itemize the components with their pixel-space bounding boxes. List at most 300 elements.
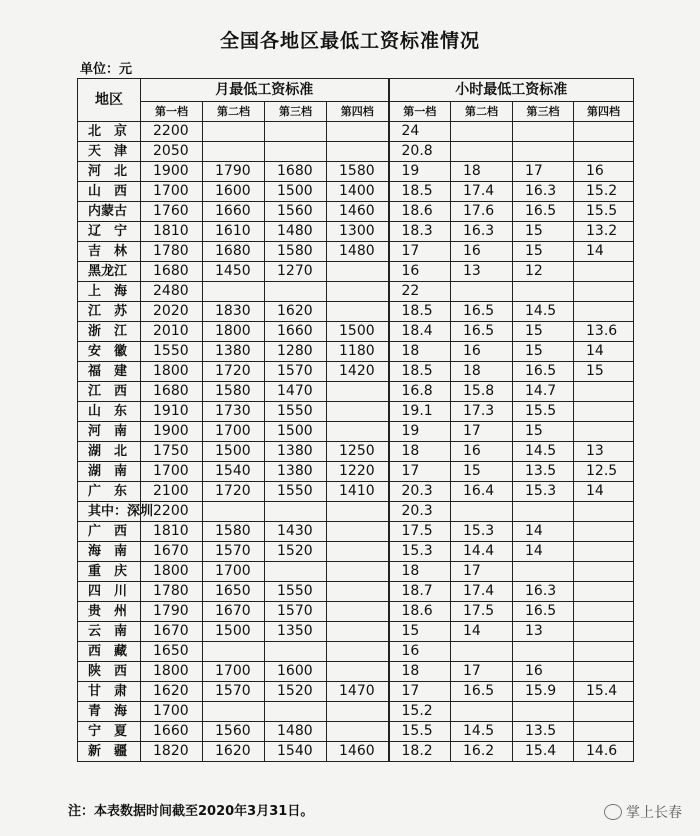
monthly-tier-1-cell: 1620 — [141, 682, 203, 702]
monthly-tier-2-cell: 1660 — [203, 202, 265, 222]
monthly-tier-3-cell: 1380 — [265, 442, 327, 462]
hourly-tier-1-cell: 18.3 — [389, 222, 451, 242]
hourly-tier-2-cell: 14.5 — [451, 722, 513, 742]
region-cell: 甘 肃 — [78, 682, 141, 702]
monthly-tier-4-cell — [327, 402, 389, 422]
hourly-tier-3-cell: 16.5 — [513, 602, 574, 622]
monthly-tier-1-cell: 1790 — [141, 602, 203, 622]
hourly-tier-4-cell — [574, 562, 634, 582]
hourly-tier-1-cell: 15 — [389, 622, 451, 642]
hourly-tier-3-cell — [513, 562, 574, 582]
table-row — [78, 122, 634, 142]
region-cell: 广 东 — [78, 482, 141, 502]
hourly-tier-2-cell: 16.5 — [451, 322, 513, 342]
hourly-tier-2-cell: 17.4 — [451, 582, 513, 602]
monthly-tier-4-cell: 1400 — [327, 182, 389, 202]
monthly-tier-2-cell: 1570 — [203, 542, 265, 562]
hourly-tier-2-cell — [451, 502, 513, 522]
hourly-tier-3-cell: 14.5 — [513, 302, 574, 322]
monthly-tier-2-cell: 1580 — [203, 522, 265, 542]
region-cell: 北 京 — [78, 122, 141, 142]
hourly-group-header: 小时最低工资标准 — [389, 79, 634, 102]
region-cell: 贵 州 — [78, 602, 141, 622]
hourly-tier-2-cell: 17 — [451, 562, 513, 582]
hourly-tier-2-cell: 17.5 — [451, 602, 513, 622]
hourly-tier-3-cell: 14 — [513, 542, 574, 562]
monthly-tier-1-cell: 1800 — [141, 362, 203, 382]
hourly-tier-2-cell — [451, 642, 513, 662]
monthly-tier-1-header: 第一档 — [141, 102, 203, 122]
monthly-tier-2-cell: 1560 — [203, 722, 265, 742]
hourly-tier-4-header: 第四档 — [574, 102, 634, 122]
hourly-tier-3-cell: 15.9 — [513, 682, 574, 702]
hourly-tier-4-cell: 16 — [574, 162, 634, 182]
monthly-tier-3-cell: 1500 — [265, 182, 327, 202]
hourly-tier-2-cell: 13 — [451, 262, 513, 282]
hourly-tier-3-cell — [513, 702, 574, 722]
hourly-tier-4-cell — [574, 142, 634, 162]
region-cell: 西 藏 — [78, 642, 141, 662]
hourly-tier-4-cell — [574, 542, 634, 562]
region-cell: 其中：深圳 — [78, 502, 141, 522]
hourly-tier-3-cell: 15 — [513, 222, 574, 242]
region-cell: 山 西 — [78, 182, 141, 202]
monthly-tier-2-cell: 1700 — [203, 422, 265, 442]
hourly-tier-4-cell: 13 — [574, 442, 634, 462]
monthly-tier-3-cell: 1550 — [265, 402, 327, 422]
region-cell: 青 海 — [78, 702, 141, 722]
monthly-tier-3-cell: 1570 — [265, 362, 327, 382]
monthly-tier-4-cell: 1500 — [327, 322, 389, 342]
region-cell: 新 疆 — [78, 742, 141, 762]
monthly-tier-4-cell — [327, 122, 389, 142]
monthly-tier-4-cell — [327, 622, 389, 642]
hourly-tier-1-cell: 18 — [389, 342, 451, 362]
hourly-tier-1-cell: 18 — [389, 442, 451, 462]
monthly-tier-4-cell: 1460 — [327, 202, 389, 222]
hourly-tier-3-cell — [513, 282, 574, 302]
table-row — [78, 362, 634, 382]
monthly-tier-4-cell: 1410 — [327, 482, 389, 502]
hourly-tier-1-cell: 18.6 — [389, 202, 451, 222]
monthly-tier-2-cell: 1380 — [203, 342, 265, 362]
monthly-tier-1-cell: 1820 — [141, 742, 203, 762]
monthly-tier-1-cell: 1780 — [141, 242, 203, 262]
table-row — [78, 642, 634, 662]
table-row — [78, 382, 634, 402]
hourly-tier-1-cell: 15.2 — [389, 702, 451, 722]
monthly-tier-1-cell: 1680 — [141, 262, 203, 282]
monthly-tier-2-cell: 1570 — [203, 682, 265, 702]
region-cell: 湖 北 — [78, 442, 141, 462]
hourly-tier-1-cell: 24 — [389, 122, 451, 142]
monthly-tier-2-cell: 1720 — [203, 482, 265, 502]
monthly-tier-3-cell: 1560 — [265, 202, 327, 222]
table-row — [78, 302, 634, 322]
monthly-tier-4-cell — [327, 422, 389, 442]
region-cell: 天 津 — [78, 142, 141, 162]
hourly-tier-4-cell: 15.5 — [574, 202, 634, 222]
monthly-tier-3-cell: 1520 — [265, 542, 327, 562]
monthly-tier-2-cell: 1700 — [203, 662, 265, 682]
monthly-tier-1-cell: 1910 — [141, 402, 203, 422]
hourly-tier-1-cell: 18.4 — [389, 322, 451, 342]
hourly-tier-4-cell — [574, 602, 634, 622]
hourly-tier-3-cell: 13.5 — [513, 722, 574, 742]
monthly-tier-4-cell — [327, 522, 389, 542]
hourly-tier-3-cell — [513, 502, 574, 522]
hourly-tier-1-cell: 20.3 — [389, 482, 451, 502]
region-cell: 吉 林 — [78, 242, 141, 262]
monthly-tier-2-cell: 1540 — [203, 462, 265, 482]
monthly-tier-1-cell: 1800 — [141, 562, 203, 582]
table-row — [78, 542, 634, 562]
hourly-tier-1-cell: 18.6 — [389, 602, 451, 622]
monthly-tier-2-cell: 1670 — [203, 602, 265, 622]
table-row — [78, 682, 634, 702]
hourly-tier-1-cell: 19.1 — [389, 402, 451, 422]
hourly-tier-2-cell: 15.3 — [451, 522, 513, 542]
hourly-tier-4-cell: 14 — [574, 482, 634, 502]
table-row — [78, 562, 634, 582]
monthly-tier-4-cell: 1580 — [327, 162, 389, 182]
hourly-tier-2-cell: 18 — [451, 162, 513, 182]
hourly-tier-1-cell: 22 — [389, 282, 451, 302]
hourly-tier-2-cell: 17.3 — [451, 402, 513, 422]
table-row — [78, 582, 634, 602]
monthly-tier-2-cell: 1500 — [203, 622, 265, 642]
monthly-tier-4-cell: 1480 — [327, 242, 389, 262]
region-cell: 安 徽 — [78, 342, 141, 362]
monthly-tier-2-cell — [203, 122, 265, 142]
monthly-tier-1-cell: 2020 — [141, 302, 203, 322]
table-row — [78, 722, 634, 742]
monthly-tier-3-cell — [265, 702, 327, 722]
hourly-tier-2-header: 第二档 — [451, 102, 513, 122]
hourly-tier-3-cell: 17 — [513, 162, 574, 182]
monthly-tier-3-cell: 1620 — [265, 302, 327, 322]
monthly-tier-2-cell: 1610 — [203, 222, 265, 242]
table-row — [78, 162, 634, 182]
hourly-tier-1-cell: 18 — [389, 562, 451, 582]
monthly-tier-1-cell: 2200 — [141, 122, 203, 142]
monthly-tier-2-cell — [203, 502, 265, 522]
monthly-tier-2-cell: 1600 — [203, 182, 265, 202]
hourly-tier-1-cell: 19 — [389, 422, 451, 442]
monthly-tier-3-cell: 1480 — [265, 222, 327, 242]
watermark-text: 掌上长春 — [626, 805, 682, 821]
monthly-tier-3-cell — [265, 142, 327, 162]
monthly-tier-4-cell — [327, 602, 389, 622]
region-cell: 重 庆 — [78, 562, 141, 582]
hourly-tier-4-cell: 14 — [574, 242, 634, 262]
region-cell: 山 东 — [78, 402, 141, 422]
hourly-tier-1-cell: 18 — [389, 662, 451, 682]
hourly-tier-4-cell — [574, 302, 634, 322]
hourly-tier-2-cell: 17.6 — [451, 202, 513, 222]
monthly-tier-3-cell: 1520 — [265, 682, 327, 702]
hourly-tier-4-cell — [574, 642, 634, 662]
wechat-logo-icon — [604, 804, 622, 820]
hourly-tier-3-cell: 15.3 — [513, 482, 574, 502]
monthly-tier-4-cell: 1180 — [327, 342, 389, 362]
hourly-tier-2-cell — [451, 122, 513, 142]
monthly-tier-4-cell — [327, 582, 389, 602]
monthly-tier-2-cell: 1800 — [203, 322, 265, 342]
table-row — [78, 462, 634, 482]
monthly-tier-3-cell: 1540 — [265, 742, 327, 762]
region-cell: 河 南 — [78, 422, 141, 442]
table-row — [78, 422, 634, 442]
monthly-group-header: 月最低工资标准 — [141, 79, 389, 102]
monthly-tier-3-cell: 1660 — [265, 322, 327, 342]
hourly-tier-2-cell: 17.4 — [451, 182, 513, 202]
monthly-tier-1-cell: 1750 — [141, 442, 203, 462]
unit-label: 单位：元 — [80, 62, 133, 77]
hourly-tier-4-cell — [574, 522, 634, 542]
region-cell: 浙 江 — [78, 322, 141, 342]
monthly-tier-4-cell — [327, 662, 389, 682]
hourly-tier-1-cell: 20.8 — [389, 142, 451, 162]
footnote: 注：本表数据时间截至2020年3月31日。 — [68, 804, 314, 819]
hourly-tier-4-cell — [574, 122, 634, 142]
hourly-tier-1-cell: 16 — [389, 262, 451, 282]
monthly-tier-1-cell: 1800 — [141, 662, 203, 682]
hourly-tier-4-cell — [574, 722, 634, 742]
table-row — [78, 342, 634, 362]
hourly-tier-2-cell: 15 — [451, 462, 513, 482]
monthly-tier-3-cell: 1600 — [265, 662, 327, 682]
hourly-tier-4-cell: 15 — [574, 362, 634, 382]
monthly-tier-3-cell: 1470 — [265, 382, 327, 402]
monthly-tier-2-cell: 1500 — [203, 442, 265, 462]
monthly-tier-1-cell: 1550 — [141, 342, 203, 362]
hourly-tier-1-cell: 18.2 — [389, 742, 451, 762]
hourly-tier-4-cell — [574, 382, 634, 402]
monthly-tier-3-cell: 1350 — [265, 622, 327, 642]
hourly-tier-3-cell: 16.3 — [513, 582, 574, 602]
table-row — [78, 742, 634, 762]
hourly-tier-2-cell: 18 — [451, 362, 513, 382]
table-row — [78, 702, 634, 722]
hourly-tier-3-cell: 15 — [513, 322, 574, 342]
monthly-tier-1-cell: 1700 — [141, 702, 203, 722]
monthly-tier-1-cell: 1900 — [141, 162, 203, 182]
monthly-tier-1-cell: 1780 — [141, 582, 203, 602]
hourly-tier-2-cell: 16 — [451, 442, 513, 462]
monthly-tier-1-cell: 1900 — [141, 422, 203, 442]
table-row — [78, 182, 634, 202]
monthly-tier-3-cell: 1550 — [265, 582, 327, 602]
hourly-tier-4-cell: 12.5 — [574, 462, 634, 482]
hourly-tier-4-cell — [574, 262, 634, 282]
hourly-tier-1-cell: 18.5 — [389, 182, 451, 202]
table-row — [78, 622, 634, 642]
hourly-tier-3-cell — [513, 642, 574, 662]
table-row — [78, 482, 634, 502]
region-cell: 福 建 — [78, 362, 141, 382]
monthly-tier-2-cell: 1700 — [203, 562, 265, 582]
region-cell: 江 苏 — [78, 302, 141, 322]
monthly-tier-3-cell — [265, 282, 327, 302]
hourly-tier-4-cell: 15.4 — [574, 682, 634, 702]
hourly-tier-1-cell: 17.5 — [389, 522, 451, 542]
monthly-tier-1-cell: 1760 — [141, 202, 203, 222]
hourly-tier-1-header: 第一档 — [389, 102, 451, 122]
region-cell: 上 海 — [78, 282, 141, 302]
hourly-tier-3-cell: 13.5 — [513, 462, 574, 482]
monthly-tier-3-cell: 1580 — [265, 242, 327, 262]
monthly-tier-3-header: 第三档 — [265, 102, 327, 122]
hourly-tier-4-cell: 14.6 — [574, 742, 634, 762]
monthly-tier-1-cell: 1670 — [141, 622, 203, 642]
table-row — [78, 322, 634, 342]
monthly-tier-2-cell — [203, 642, 265, 662]
monthly-tier-4-cell — [327, 562, 389, 582]
hourly-tier-2-cell: 16 — [451, 342, 513, 362]
hourly-tier-3-cell: 15.4 — [513, 742, 574, 762]
monthly-tier-4-cell — [327, 722, 389, 742]
monthly-tier-4-cell — [327, 142, 389, 162]
hourly-tier-1-cell: 18.5 — [389, 362, 451, 382]
hourly-tier-1-cell: 16.8 — [389, 382, 451, 402]
hourly-tier-3-header: 第三档 — [513, 102, 574, 122]
hourly-tier-4-cell — [574, 402, 634, 422]
hourly-tier-2-cell — [451, 702, 513, 722]
monthly-tier-3-cell: 1280 — [265, 342, 327, 362]
hourly-tier-4-cell — [574, 702, 634, 722]
monthly-tier-1-cell: 1700 — [141, 462, 203, 482]
hourly-tier-2-cell: 16.5 — [451, 682, 513, 702]
region-cell: 宁 夏 — [78, 722, 141, 742]
monthly-tier-2-cell: 1730 — [203, 402, 265, 422]
monthly-tier-4-cell: 1420 — [327, 362, 389, 382]
region-cell: 湖 南 — [78, 462, 141, 482]
monthly-tier-4-cell: 1250 — [327, 442, 389, 462]
hourly-tier-4-cell — [574, 502, 634, 522]
hourly-tier-4-cell — [574, 622, 634, 642]
hourly-tier-2-cell: 16.5 — [451, 302, 513, 322]
hourly-tier-4-cell — [574, 282, 634, 302]
hourly-tier-1-cell: 19 — [389, 162, 451, 182]
document-title: 全国各地区最低工资标准情况 — [219, 30, 480, 52]
monthly-tier-1-cell: 2200 — [141, 502, 203, 522]
monthly-tier-3-cell — [265, 122, 327, 142]
hourly-tier-4-cell: 13.6 — [574, 322, 634, 342]
monthly-tier-3-cell: 1680 — [265, 162, 327, 182]
region-cell: 河 北 — [78, 162, 141, 182]
hourly-tier-4-cell — [574, 422, 634, 442]
monthly-tier-2-cell — [203, 282, 265, 302]
table-row — [78, 242, 634, 262]
table-row — [78, 502, 634, 522]
hourly-tier-1-cell: 20.3 — [389, 502, 451, 522]
monthly-tier-4-cell — [327, 282, 389, 302]
monthly-tier-4-cell: 1470 — [327, 682, 389, 702]
region-cell: 四 川 — [78, 582, 141, 602]
table-row — [78, 222, 634, 242]
region-cell: 海 南 — [78, 542, 141, 562]
monthly-tier-4-cell — [327, 702, 389, 722]
monthly-tier-3-cell: 1270 — [265, 262, 327, 282]
region-cell: 广 西 — [78, 522, 141, 542]
hourly-tier-2-cell: 16.3 — [451, 222, 513, 242]
hourly-tier-3-cell: 16.3 — [513, 182, 574, 202]
hourly-tier-4-cell — [574, 662, 634, 682]
table-row — [78, 522, 634, 542]
hourly-tier-3-cell: 14.5 — [513, 442, 574, 462]
hourly-tier-4-cell: 14 — [574, 342, 634, 362]
monthly-tier-2-cell: 1580 — [203, 382, 265, 402]
hourly-tier-2-cell — [451, 142, 513, 162]
monthly-tier-3-cell — [265, 502, 327, 522]
monthly-tier-1-cell: 1810 — [141, 222, 203, 242]
monthly-tier-4-cell: 1460 — [327, 742, 389, 762]
monthly-tier-3-cell — [265, 642, 327, 662]
hourly-tier-3-cell: 15 — [513, 342, 574, 362]
hourly-tier-3-cell — [513, 122, 574, 142]
monthly-tier-2-cell: 1790 — [203, 162, 265, 182]
table-row — [78, 202, 634, 222]
region-cell: 云 南 — [78, 622, 141, 642]
table-row — [78, 262, 634, 282]
monthly-tier-4-cell — [327, 542, 389, 562]
hourly-tier-2-cell: 17 — [451, 422, 513, 442]
hourly-tier-2-cell: 14.4 — [451, 542, 513, 562]
monthly-tier-4-header: 第四档 — [327, 102, 389, 122]
monthly-tier-1-cell: 2480 — [141, 282, 203, 302]
hourly-tier-3-cell: 15 — [513, 242, 574, 262]
monthly-tier-1-cell: 2050 — [141, 142, 203, 162]
monthly-tier-3-cell: 1380 — [265, 462, 327, 482]
hourly-tier-1-cell: 15.3 — [389, 542, 451, 562]
monthly-tier-1-cell: 2010 — [141, 322, 203, 342]
monthly-tier-3-cell: 1550 — [265, 482, 327, 502]
hourly-tier-2-cell: 16 — [451, 242, 513, 262]
monthly-tier-4-cell — [327, 382, 389, 402]
watermark — [604, 802, 682, 822]
monthly-tier-1-cell: 1680 — [141, 382, 203, 402]
hourly-tier-4-cell — [574, 582, 634, 602]
table-row — [78, 142, 634, 162]
region-cell: 黑龙江 — [78, 262, 141, 282]
monthly-tier-2-cell: 1830 — [203, 302, 265, 322]
hourly-tier-3-cell: 16.5 — [513, 202, 574, 222]
monthly-tier-1-cell: 2100 — [141, 482, 203, 502]
hourly-tier-3-cell: 16 — [513, 662, 574, 682]
monthly-tier-1-cell: 1650 — [141, 642, 203, 662]
monthly-tier-4-cell — [327, 642, 389, 662]
monthly-tier-3-cell: 1570 — [265, 602, 327, 622]
hourly-tier-2-cell: 16.2 — [451, 742, 513, 762]
monthly-tier-4-cell — [327, 262, 389, 282]
monthly-tier-2-cell — [203, 702, 265, 722]
monthly-tier-1-cell: 1660 — [141, 722, 203, 742]
hourly-tier-1-cell: 18.7 — [389, 582, 451, 602]
monthly-tier-2-cell: 1650 — [203, 582, 265, 602]
hourly-tier-3-cell — [513, 142, 574, 162]
hourly-tier-2-cell: 17 — [451, 662, 513, 682]
hourly-tier-4-cell: 13.2 — [574, 222, 634, 242]
hourly-tier-2-cell: 16.4 — [451, 482, 513, 502]
hourly-tier-1-cell: 17 — [389, 242, 451, 262]
region-cell: 辽 宁 — [78, 222, 141, 242]
monthly-tier-2-cell — [203, 142, 265, 162]
monthly-tier-2-cell: 1620 — [203, 742, 265, 762]
hourly-tier-1-cell: 16 — [389, 642, 451, 662]
hourly-tier-3-cell: 15 — [513, 422, 574, 442]
hourly-tier-1-cell: 17 — [389, 682, 451, 702]
